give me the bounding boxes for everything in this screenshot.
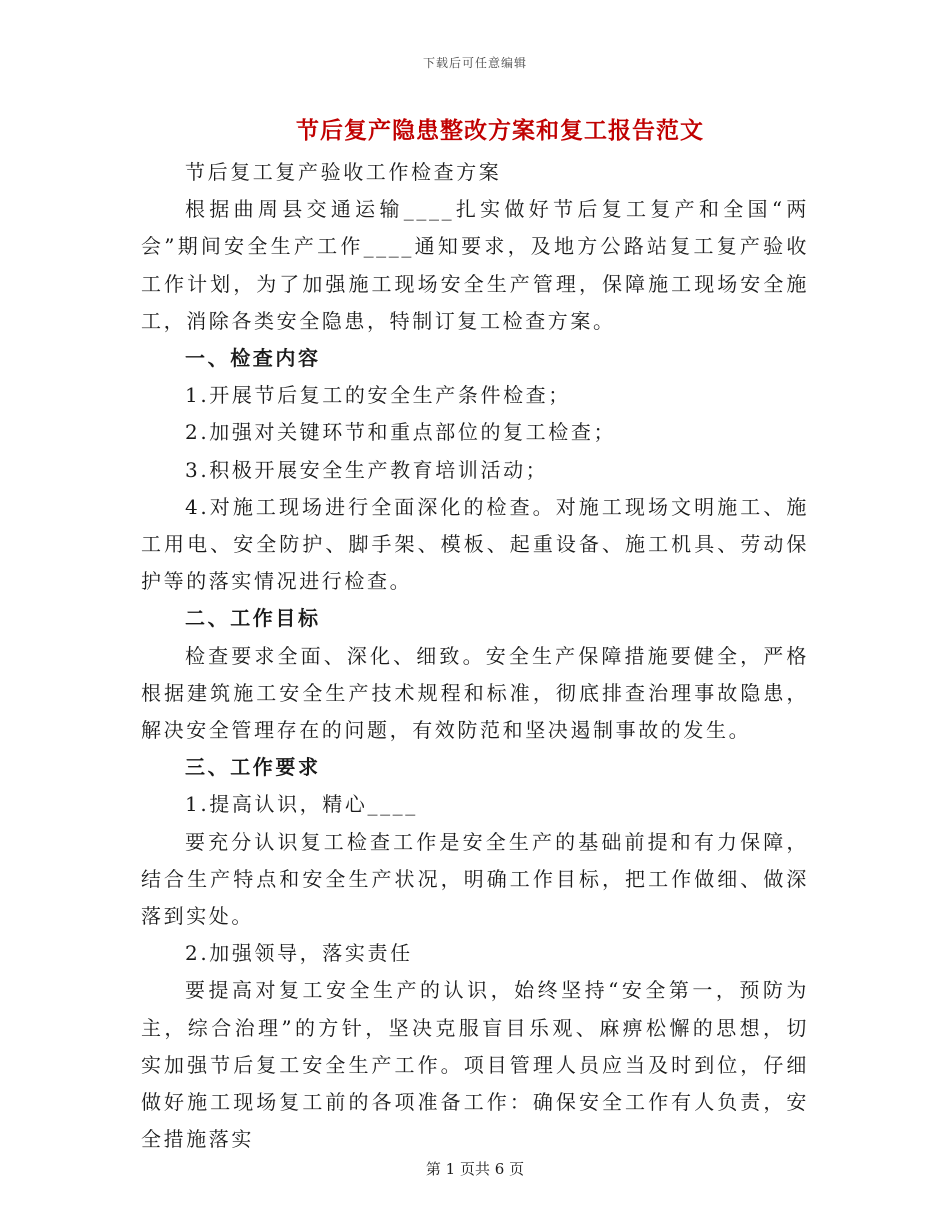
section-heading: 一、检查内容	[185, 346, 321, 371]
document-title: 节后复产隐患整改方案和复工报告范文	[296, 117, 704, 144]
section-heading: 三、工作要求	[185, 755, 321, 780]
body-paragraph: 1.开展节后复工的安全生产条件检查；	[185, 383, 571, 408]
body-paragraph: 要提高对复工安全生产的认识，始终坚持“安全第一，预防为主，综合治理”的方针，坚决克服盲目乐观、麻痹松懈的思想，切实加强节后复工安全生产工作。项目管理人员应当及时到位，仔细做好施工现场复工前的各项准备工作：确保安全工作有人负责，安全措施落实	[141, 978, 809, 1152]
page-footer: 第 1 页共 6 页	[425, 1160, 525, 1178]
body-paragraph: 检查要求全面、深化、细致。安全生产保障措施要健全，严格根据建筑施工安全生产技术规程和标准，彻底排查治理事故隐患，解决安全管理存在的问题，有效防范和坚决遏制事故的发生。	[141, 643, 809, 743]
body-paragraph: 节后复工复产验收工作检查方案	[185, 160, 502, 184]
section-heading: 二、工作目标	[185, 606, 321, 631]
document-body	[141, 154, 809, 1158]
body-paragraph: 根据曲周县交通运输____扎实做好节后复工复产和全国“两会”期间安全生产工作____通知要求，及地方公路站复工复产验收工作计划，为了加强施工现场安全生产管理，保障施工现场安全施工，消除各类安全隐患，特制订复工检查方案。	[141, 197, 809, 333]
body-paragraph: 3.积极开展安全生产教育培训活动；	[185, 457, 549, 482]
body-paragraph: 2.加强对关键环节和重点部位的复工检查；	[185, 420, 617, 445]
body-paragraph: 4.对施工现场进行全面深化的检查。对施工现场文明施工、施工用电、安全防护、脚手架、模板、起重设备、施工机具、劳动保护等的落实情况进行检查。	[141, 494, 809, 594]
body-paragraph: 2.加强领导，落实责任	[185, 941, 413, 966]
page-header-note: 下载后可任意编辑	[422, 56, 527, 70]
body-paragraph: 1.提高认识，精心____	[185, 792, 418, 817]
body-paragraph: 要充分认识复工检查工作是安全生产的基础前提和有力保障，结合生产特点和安全生产状况，明确工作目标，把工作做细、做深落到实处。	[141, 829, 809, 929]
